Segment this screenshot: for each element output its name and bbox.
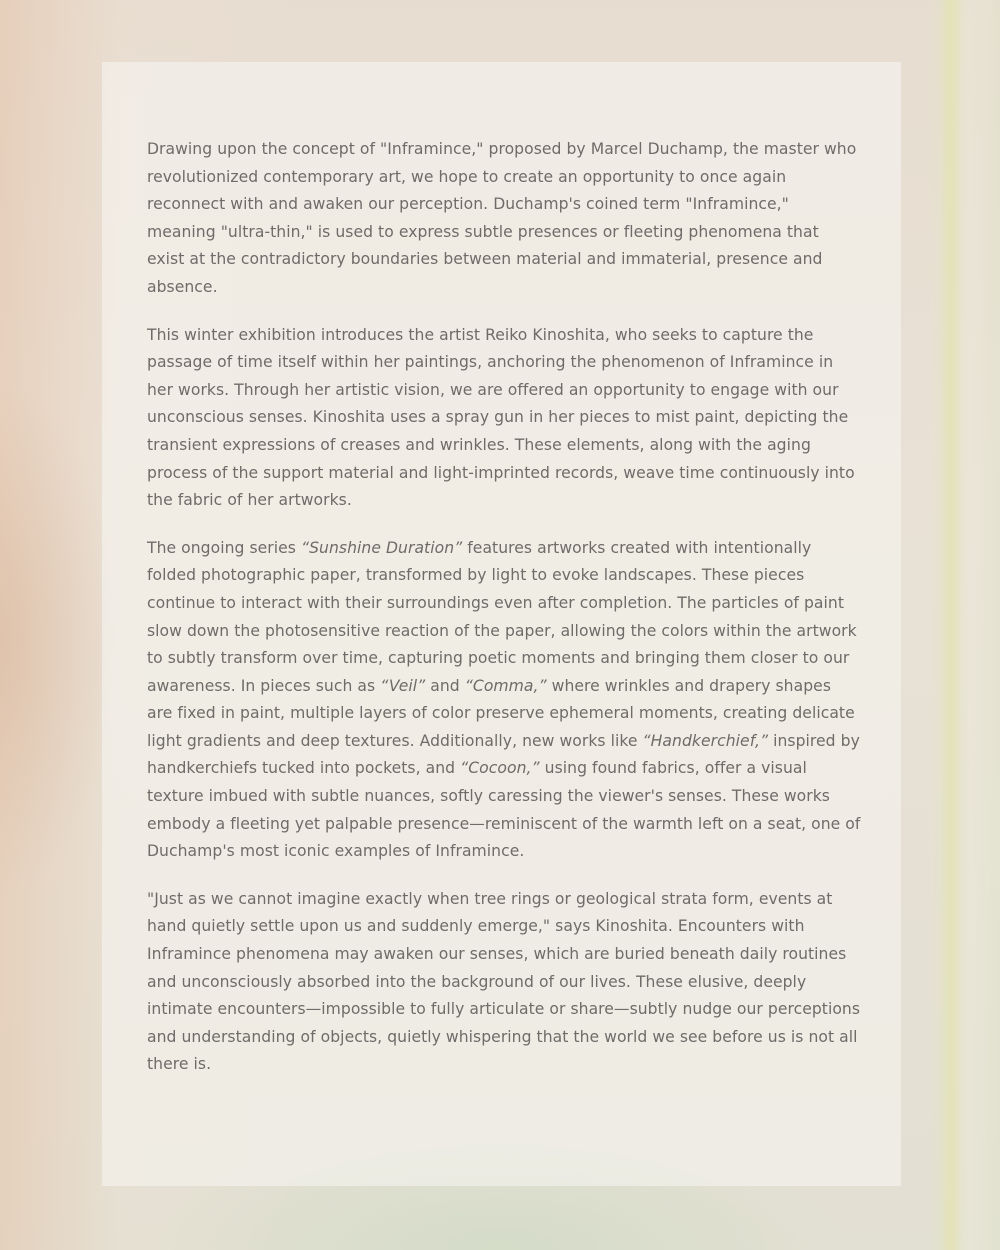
paragraph-2-text: This winter exhibition introduces the artist Reiko Kinoshita, who seeks to capture the passage of time itself within her paintings, anchoring the phenomenon of Inframince in her works. Through her artistic vision, we are offered an opportunity to engage with our unconscious senses. Kinoshita uses a spray gun in her pieces to mist paint, depicting the transient expressions of creases and wrinkles. These elements, along with the aging process of the support material and light-imprinted records, weave time continuously into the fabric of her artworks. (147, 325, 855, 510)
paragraph-3-text: using found fabrics, offer a visual texture imbued with subtle nuances, softly caressing the viewer's senses. These works embody a fleeting yet palpable presence—reminiscent of the warmth left on a seat, one of Duchamp's most iconic examples of Inframince. (147, 759, 861, 861)
text-panel (102, 62, 901, 1186)
title-veil: “Veil” (380, 676, 426, 695)
paragraph-3-text: and (425, 676, 465, 695)
title-cocoon: “Cocoon,” (460, 759, 540, 778)
paragraph-1 (147, 136, 861, 302)
paragraph-3 (147, 535, 861, 866)
title-comma: “Comma,” (464, 676, 547, 695)
paragraph-3-text: where wrinkles and drapery shapes are fixed in paint, multiple layers of color preserve ephemeral moments, creating delicate light gradients and deep textures. Additionally, new works like (147, 676, 855, 750)
paragraph-2 (147, 322, 861, 515)
title-handkerchief: “Handkerchief,” (642, 731, 769, 750)
paragraph-3-text: inspired by handkerchiefs tucked into pockets, and (147, 731, 860, 778)
paragraph-3-text: The ongoing series (147, 538, 301, 557)
paragraph-3-text: features artworks created with intentionally folded photographic paper, transformed by light to evoke landscapes. These pieces continue to interact with their surroundings even after completion. The particles of paint slow down the photosensitive reaction of the paper, allowing the colors within the artwork to subtly transform over time, capturing poetic moments and bringing them closer to our awareness. In pieces such as (147, 538, 857, 695)
paragraph-1-text: Drawing upon the concept of "Inframince," proposed by Marcel Duchamp, the master who revolutionized contemporary art, we hope to create an opportunity to once again reconnect with and awaken our perception. Duchamp's coined term "Inframince," meaning "ultra-thin," is used to express subtle presences or fleeting phenomena that exist at the contradictory boundaries between material and immaterial, presence and absence. (147, 140, 857, 296)
paragraph-4 (147, 886, 861, 1079)
title-sunshine-duration: “Sunshine Duration” (300, 538, 463, 557)
background-light-streak (940, 0, 962, 1250)
paragraph-4-text: "Just as we cannot imagine exactly when tree rings or geological strata form, events at hand quietly settle upon us and suddenly emerge," says Kinoshita. Encounters with Inframince phenomena may awaken our senses, which are buried beneath daily routines and unconsciously absorbed into the background of our lives. These elusive, deeply intimate encounters—impossible to fully articulate or share—subtly nudge our perceptions and understanding of objects, quietly whispering that the world we see before us is not all there is. (147, 889, 861, 1074)
